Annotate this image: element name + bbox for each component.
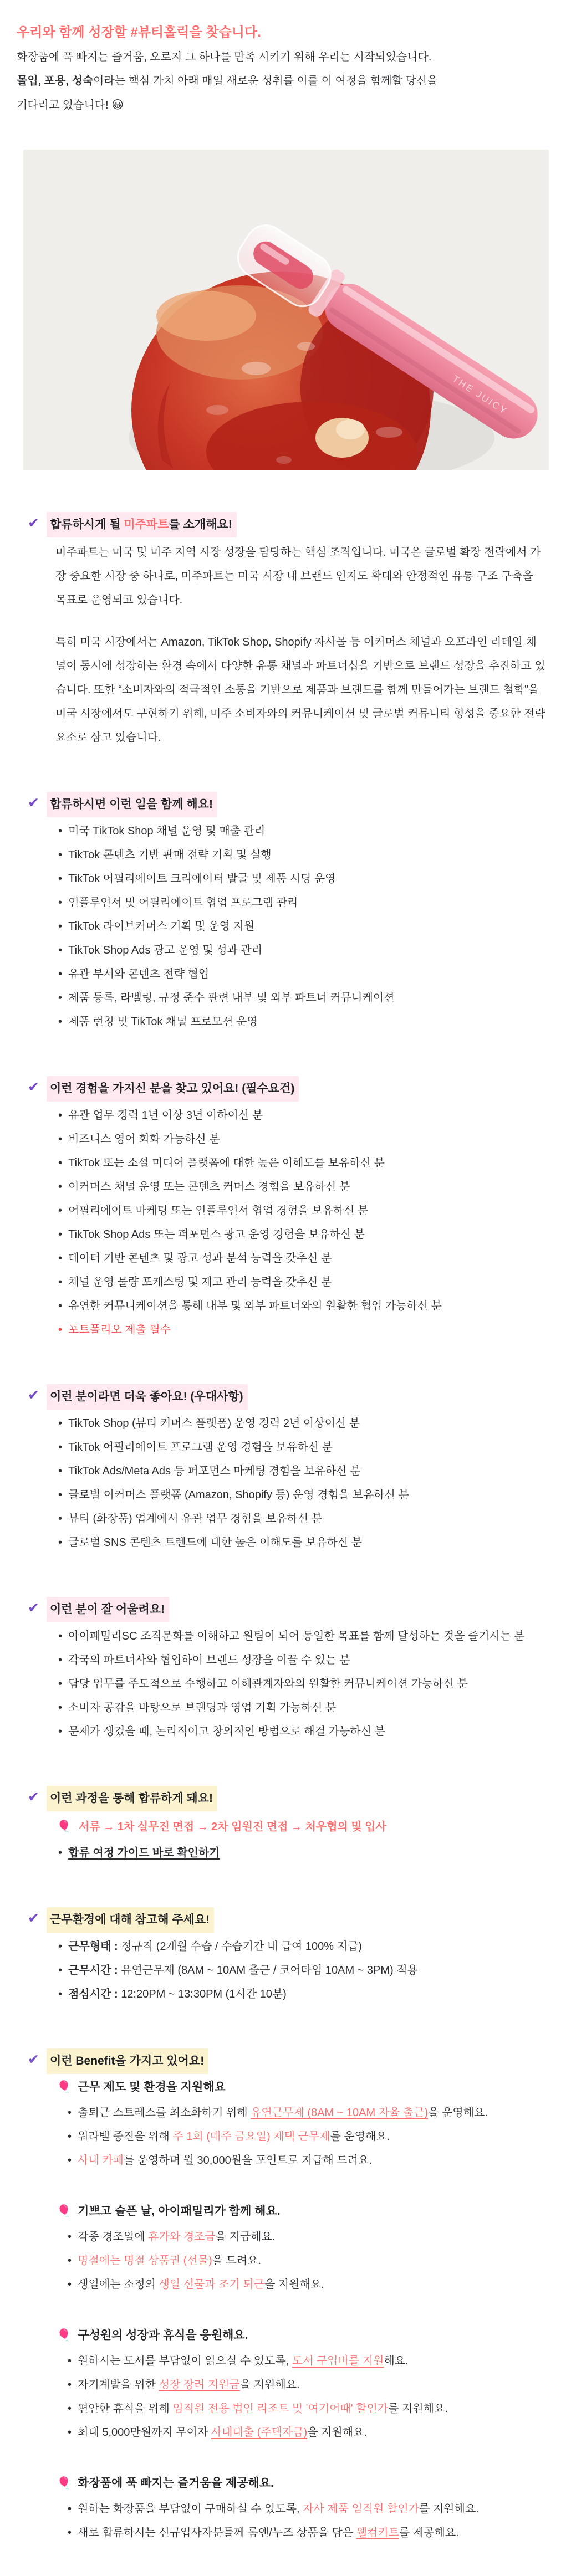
flexible-work-link[interactable]: 유연근무제 (8AM ~ 10AM 자율 출근) xyxy=(251,2107,429,2119)
section-title-preferred: ✔ 이런 분이라면 더욱 좋아요! (우대사항) xyxy=(28,1384,549,1410)
list-item: • TikTok Shop (뷰티 커머스 플랫폼) 운영 경력 2년 이상이신 분 xyxy=(58,1412,546,1436)
section-hiring-process xyxy=(0,1786,571,1865)
list-item: • 유연한 커뮤니케이션을 통해 내부 및 외부 파트너와의 원활한 협업 가능하신 분 xyxy=(58,1294,546,1318)
section-work-environment xyxy=(0,1907,571,2006)
section-title-team xyxy=(28,512,549,537)
process-guide-list xyxy=(58,1841,546,1865)
list-item: • 각국의 파트너사와 협업하여 브랜드 성장을 이끌 수 있는 분 xyxy=(58,1648,546,1672)
list-item: • 인플루언서 및 어필리에이트 협업 프로그램 관리 xyxy=(58,891,546,915)
balloon-icon: 🎈 xyxy=(57,2477,72,2490)
env-label: 점심시간 xyxy=(68,1988,111,2000)
section-culture-fit xyxy=(0,1597,571,1744)
list-item: • 근무형태 : 정규직 (2개월 수습 / 수습기간 내 급여 100% 지급) xyxy=(58,1935,546,1959)
benefit-list xyxy=(68,2101,549,2173)
list-item: • 사내 카페를 운영하며 월 30,000원을 포인트로 지급해 드려요. xyxy=(68,2149,549,2173)
list-item: • 새로 합류하시는 신규입사자분들께 롬앤/누즈 상품을 담은 웰컴키트를 제공해요. xyxy=(68,2521,549,2545)
intro-line-3: 기다리고 있습니다! 😀 xyxy=(17,99,124,111)
list-item: • 원하시는 도서를 부담없이 읽으실 수 있도록, 도서 구입비를 지원해요. xyxy=(68,2349,549,2373)
work-environment-list xyxy=(58,1935,546,2006)
cafe-highlight: 사내 카페 xyxy=(78,2154,124,2167)
list-item: • 제품 등록, 라벨링, 규정 준수 관련 내부 및 외부 파트너 커뮤니케이션 xyxy=(58,986,546,1010)
hero-illustration xyxy=(23,150,549,470)
list-item: • TikTok 또는 소셜 미디어 플랫폼에 대한 높은 이해도를 보유하신 분 xyxy=(58,1151,546,1175)
benefit-group-heading: 🎈 구성원의 성장과 휴식을 응원해요. xyxy=(57,2329,248,2342)
section-title-requirements: ✔ 이런 경험을 가지신 분을 찾고 있어요! (필수요건) xyxy=(28,1076,549,1102)
benefit-list xyxy=(68,2349,549,2445)
section-requirements xyxy=(0,1076,571,1342)
benefit-group-family-events xyxy=(28,2199,549,2297)
benefit-group-growth-rest xyxy=(28,2323,549,2445)
benefit-group-work-system xyxy=(28,2075,549,2173)
list-item: • 자기계발을 위한 성장 장려 지원금을 지원해요. xyxy=(68,2373,549,2397)
list-item: • 글로벌 이커머스 플랫폼 (Amazon, Shopify 등) 운영 경험을 보유하신 분 xyxy=(58,1483,546,1507)
section-title-responsibilities: ✔ 합류하시면 이런 일을 함께 해요! xyxy=(28,792,549,817)
balloon-icon: 🎈 xyxy=(57,2081,72,2093)
section-title-hiring-process: ✔ 이런 과정을 통해 합류하게 돼요! xyxy=(28,1786,549,1811)
list-item: • 데이터 기반 콘텐츠 및 광고 성과 분석 능력을 갖추신 분 xyxy=(58,1247,546,1271)
birthday-highlight: 생일 선물과 조기 퇴근 xyxy=(159,2278,265,2291)
list-item: • 채널 운영 물량 포케스팅 및 재고 관리 능력을 갖추신 분 xyxy=(58,1271,546,1294)
list-item: • 제품 런칭 및 TikTok 채널 프로모션 운영 xyxy=(58,1010,546,1034)
holiday-gift-highlight: 명절에는 명절 상품권 (선물) xyxy=(78,2255,212,2267)
core-values: 몰입, 포용, 성숙 xyxy=(17,75,94,87)
list-item: • 각종 경조일에 휴가와 경조금을 지급해요. xyxy=(68,2225,549,2249)
list-item: • TikTok 콘텐츠 기반 판매 전략 기획 및 실행 xyxy=(58,843,546,867)
employee-discount-highlight: 자사 제품 임직원 할인가 xyxy=(303,2503,419,2515)
process-steps: 🎈 서류 → 1차 실무진 면접 → 2차 임원진 면접 → 처우협의 및 입사 xyxy=(57,1820,386,1833)
benefit-group-cosmetics xyxy=(28,2471,549,2545)
grinning-face-emoji: 😀 xyxy=(111,99,124,111)
requirements-list xyxy=(58,1104,546,1342)
intro-line-1: 화장품에 푹 빠지는 즐거움, 오로지 그 하나를 만족 시키기 위해 우리는 시작되었습니다. xyxy=(17,51,432,63)
env-label: 근무시간 xyxy=(68,1964,111,1976)
congratulation-highlight: 휴가와 경조금 xyxy=(148,2231,216,2243)
list-item: • 문제가 생겼을 때, 논리적이고 창의적인 방법으로 해결 가능하신 분 xyxy=(58,1720,546,1744)
list-item: • 원하는 화장품을 부담없이 구매하실 수 있도록, 자사 제품 임직원 할인가를 지원해요. xyxy=(68,2497,549,2521)
page-title: 우리와 함께 성장할 #뷰티홀릭을 찾습니다. xyxy=(17,25,261,40)
list-item: • TikTok Ads/Meta Ads 등 퍼포먼스 마케팅 경험을 보유하신 분 xyxy=(58,1459,546,1483)
team-name: 미주파트 xyxy=(124,518,169,531)
list-item: • 유관 부서와 콘텐츠 전략 협업 xyxy=(58,962,546,986)
balloon-icon: 🎈 xyxy=(57,2329,72,2342)
resort-discount-highlight: 임직원 전용 법인 리조트 및 '여기어때' 할인가 xyxy=(172,2403,389,2415)
list-item: • 편안한 휴식을 위해 임직원 전용 법인 리조트 및 '여기어때' 할인가를 지원해요. xyxy=(68,2397,549,2421)
book-support-link[interactable]: 도서 구입비를 지원 xyxy=(292,2355,384,2367)
list-item: • TikTok 어필리에이트 프로그램 운영 경험을 보유하신 분 xyxy=(58,1436,546,1459)
section-title-culture-fit: ✔ 이런 분이 잘 어울려요! xyxy=(28,1597,549,1622)
list-item: • 최대 5,000만원까지 무이자 사내대출 (주택자금)을 지원해요. xyxy=(68,2421,549,2445)
list-item: • 생일에는 소정의 생일 선물과 조기 퇴근을 지원해요. xyxy=(68,2273,549,2297)
benefit-group-heading: 🎈 화장품에 푹 빠지는 즐거움을 제공해요. xyxy=(57,2477,274,2490)
benefit-group-heading: 🎈 근무 제도 및 환경을 지원해요 xyxy=(57,2081,226,2093)
hero-image xyxy=(23,150,549,470)
list-item: • 점심시간 : 12:20PM ~ 13:30PM (1시간 10분) xyxy=(58,1983,546,2006)
list-item: • 아이패밀리SC 조직문화를 이해하고 원팀이 되어 동일한 목표를 함께 달성하는 것을 즐기시는 분 xyxy=(58,1625,546,1648)
benefit-list xyxy=(68,2497,549,2545)
intro-block xyxy=(0,0,571,117)
company-loan-link[interactable]: 사내대출 (주택자금) xyxy=(211,2426,308,2439)
list-item: • 미국 TikTok Shop 채널 운영 및 매출 관리 xyxy=(58,820,546,843)
check-icon: ✔ xyxy=(28,1911,39,1926)
culture-fit-list xyxy=(58,1625,546,1744)
responsibilities-list xyxy=(58,820,546,1034)
benefit-list xyxy=(68,2225,549,2297)
list-item: • 글로벌 SNS 콘텐츠 트렌드에 대한 높은 이해도를 보유하신 분 xyxy=(58,1531,546,1555)
list-item: • 소비자 공감을 바탕으로 브랜딩과 영업 기획 가능하신 분 xyxy=(58,1696,546,1720)
list-item: • 워라밸 증진을 위해 주 1회 (매주 금요일) 재택 근무제를 운영해요. xyxy=(68,2125,549,2149)
list-item: • 출퇴근 스트레스를 최소화하기 위해 유연근무제 (8AM ~ 10AM 자율 출근)을 운영해요. xyxy=(68,2101,549,2125)
env-label: 근무형태 xyxy=(68,1940,111,1953)
team-paragraph-2: 특히 미국 시장에서는 Amazon, TikTok Shop, Shopify 자사몰 등 이커머스 채널과 오프라인 리테일 채널이 동시에 성장하는 환경 속에서 다양한 유통 채널과 파트너십을 기반으로 브랜드 성장을 추진하고 있습니다. 또한 “소비자와의 적극적인 소통을 기반으로 제품과 브랜드를 함께 만들어가는 브랜드 철학”을 미국 시장에서도 구현하기 위해, 미주 소비자와의 커뮤니케이션 및 글로벌 커뮤니티 형성을 중요한 전략 요소로 삼고 있습니다. xyxy=(55,636,545,744)
preferred-list xyxy=(58,1412,546,1555)
section-title-benefits: ✔ 이런 Benefit을 가지고 있어요! xyxy=(28,2048,549,2074)
list-item: • 비즈니스 영어 회화 가능하신 분 xyxy=(58,1128,546,1151)
balloon-icon: 🎈 xyxy=(57,2205,72,2217)
welcome-kit-link[interactable]: 웰컴키트 xyxy=(356,2527,399,2539)
section-team-intro xyxy=(0,512,571,750)
growth-fund-link[interactable]: 성장 장려 지원금 xyxy=(159,2379,240,2391)
guide-link[interactable]: 합류 여정 가이드 바로 확인하기 xyxy=(68,1847,220,1859)
list-item: • TikTok 라이브커머스 기획 및 운영 지원 xyxy=(58,915,546,939)
list-item: • 이커머스 채널 운영 또는 콘텐츠 커머스 경험을 보유하신 분 xyxy=(58,1175,546,1199)
check-icon: ✔ xyxy=(28,2052,39,2067)
remote-work-highlight: 주 1회 (매주 금요일) 재택 근무제 xyxy=(172,2131,330,2143)
check-icon: ✔ xyxy=(28,795,39,811)
list-item xyxy=(58,1841,546,1865)
intro-line-2: 몰입, 포용, 성숙이라는 핵심 가치 아래 매일 새로운 성취를 이룰 이 여정을 함께할 당신을 xyxy=(17,75,438,87)
list-item: • TikTok 어필리에이트 크리에이터 발굴 및 제품 시딩 운영 xyxy=(58,867,546,891)
list-item: • 근무시간 : 유연근무제 (8AM ~ 10AM 출근 / 코어타임 10AM ~ 3PM) 적용 xyxy=(58,1959,546,1983)
list-item: • 유관 업무 경력 1년 이상 3년 이하이신 분 xyxy=(58,1104,546,1128)
section-title-highlight: 합류하시게 될 미주파트를 소개해요! xyxy=(47,512,237,537)
section-benefits xyxy=(0,2048,571,2545)
list-item: • 명절에는 명절 상품권 (선물)을 드려요. xyxy=(68,2249,549,2273)
list-item: • 뷰티 (화장품) 업계에서 유관 업무 경험을 보유하신 분 xyxy=(58,1507,546,1531)
section-responsibilities xyxy=(0,792,571,1034)
check-icon: ✔ xyxy=(28,1600,39,1616)
check-icon: ✔ xyxy=(28,1387,39,1403)
check-icon: ✔ xyxy=(28,1079,39,1095)
list-item: • 어필리에이트 마케팅 또는 인플루언서 협업 경험을 보유하신 분 xyxy=(58,1199,546,1223)
section-title-work-environment: ✔ 근무환경에 대해 참고해 주세요! xyxy=(28,1907,549,1933)
benefit-group-heading: 🎈 기쁘고 슬픈 날, 아이패밀리가 함께 해요. xyxy=(57,2205,281,2217)
check-icon: ✔ xyxy=(28,515,39,531)
section-preferred xyxy=(0,1384,571,1555)
check-icon: ✔ xyxy=(28,1789,39,1805)
list-item: • TikTok Shop Ads 또는 퍼포먼스 광고 운영 경험을 보유하신 분 xyxy=(58,1223,546,1247)
list-item: • 담당 업무를 주도적으로 수행하고 이해관계자와의 원활한 커뮤니케이션 가능하신 분 xyxy=(58,1672,546,1696)
balloon-icon: 🎈 xyxy=(57,1820,72,1833)
list-item: • TikTok Shop Ads 광고 운영 및 성과 관리 xyxy=(58,939,546,962)
team-paragraph-1: 미주파트는 미국 및 미주 지역 시장 성장을 담당하는 핵심 조직입니다. 미국은 글로벌 확장 전략에서 가장 중요한 시장 중 하나로, 미주파트는 미국 시장 내 브랜드 인지도 확대와 안정적인 유통 구조 구축을 목표로 운영되고 있습니다. xyxy=(55,546,541,606)
portfolio-required-note: • 포트폴리오 제출 필수 xyxy=(58,1318,546,1342)
tube-label-text: THE JUICY xyxy=(450,373,510,417)
